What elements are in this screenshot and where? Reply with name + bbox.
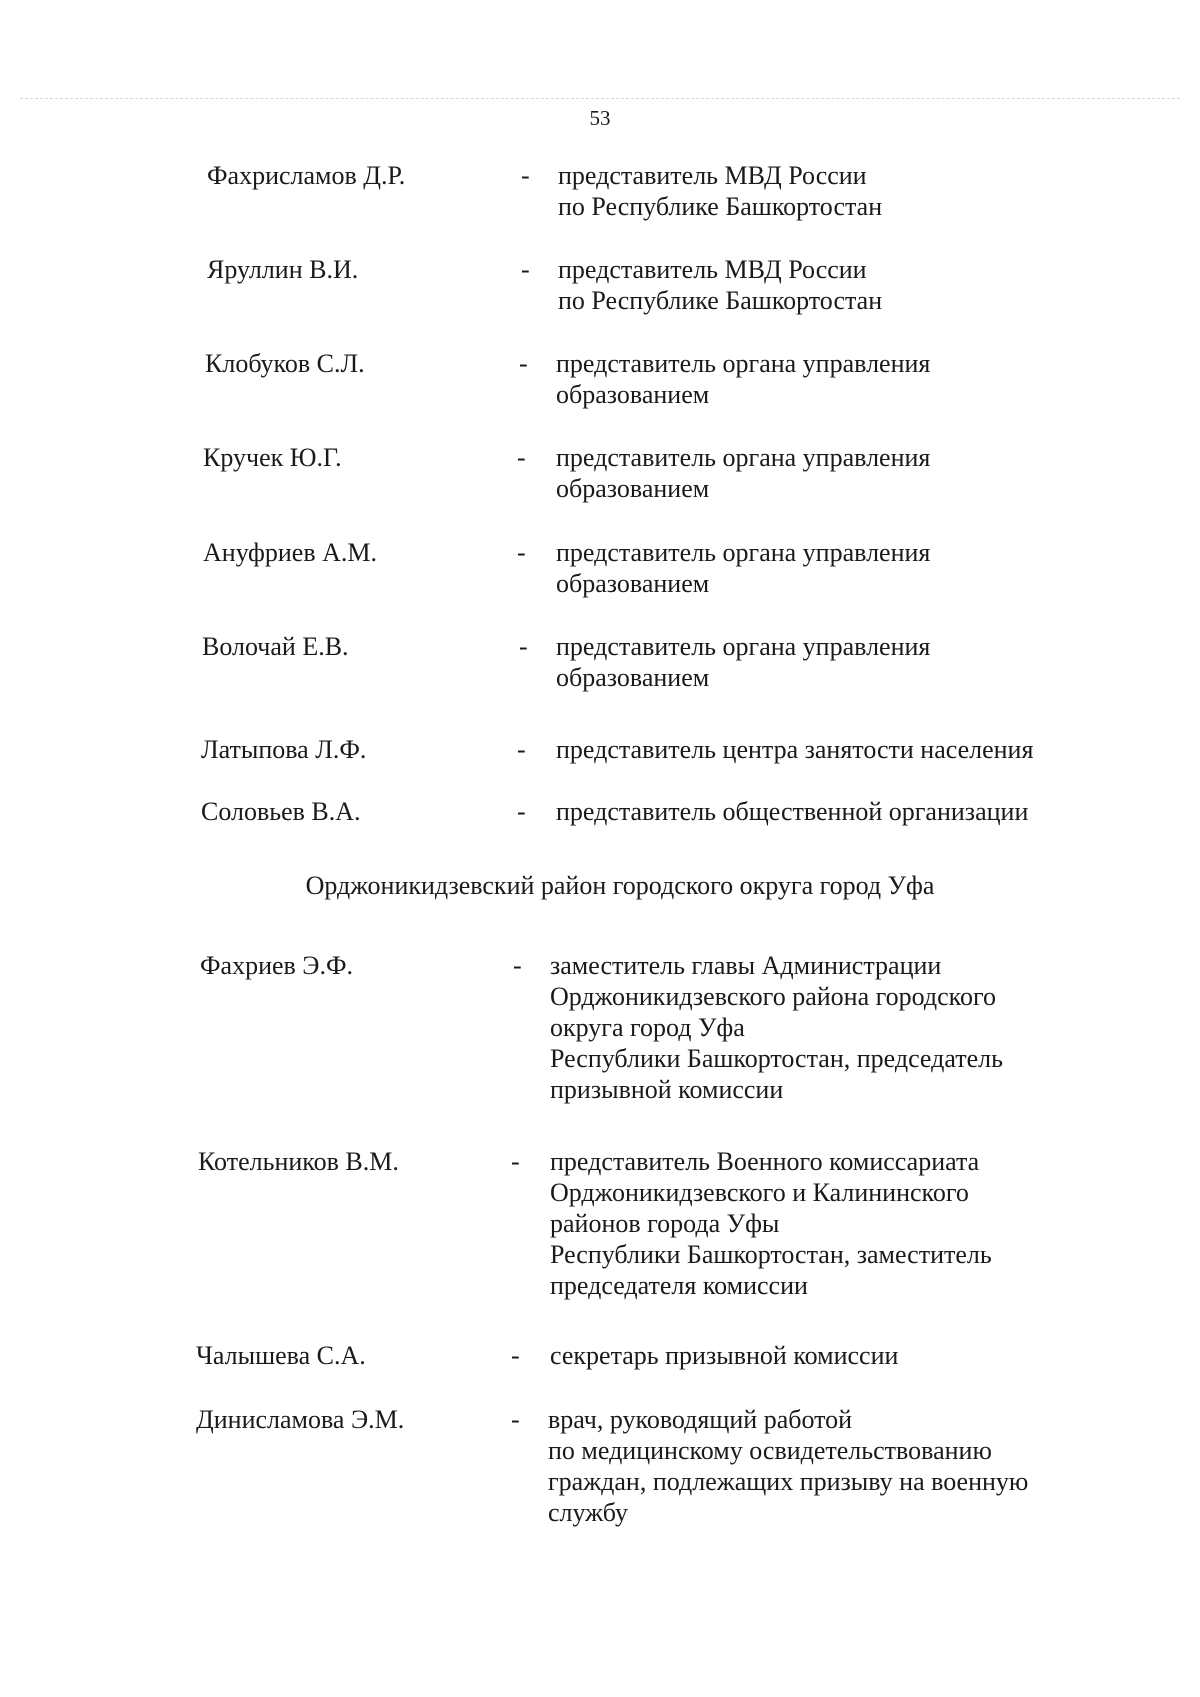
member-role	[550, 1146, 992, 1301]
member-role-line: по Республике Башкортостан	[558, 286, 883, 315]
member-name: Латыпова Л.Ф.	[201, 735, 367, 764]
member-role	[556, 348, 930, 410]
member-role-line: представитель центра занятости населения	[556, 735, 1034, 764]
member-role-line: по медицинскому освидетельствованию	[548, 1436, 992, 1465]
member-role-line: заместитель главы Администрации	[550, 951, 942, 980]
member-role-line: по Республике Башкортостан	[558, 192, 883, 221]
member-role-line: Республики Башкортостан, заместитель	[550, 1240, 992, 1269]
member-role	[558, 254, 882, 316]
member-role	[556, 537, 930, 599]
member-role-line: районов города Уфы	[550, 1209, 780, 1238]
member-role-line: врач, руководящий работой	[548, 1405, 853, 1434]
member-role-line: председателя комиссии	[550, 1271, 808, 1300]
member-role-line: образованием	[556, 474, 710, 503]
member-role-line: представитель органа управления	[556, 538, 931, 567]
member-role-line: представитель общественной организации	[556, 797, 1029, 826]
member-role	[556, 796, 1028, 827]
member-role-line: Республики Башкортостан, председатель	[550, 1044, 1003, 1073]
dash-separator: -	[517, 735, 526, 764]
member-name: Фахрисламов Д.Р.	[207, 161, 406, 190]
member-role-line: представитель МВД России	[558, 161, 867, 190]
member-role-line: округа город Уфа	[550, 1013, 745, 1042]
member-role	[548, 1404, 1028, 1528]
dash-separator: -	[517, 538, 526, 567]
dash-separator: -	[511, 1341, 520, 1370]
member-name: Ануфриев А.М.	[203, 538, 378, 567]
member-role	[550, 950, 1003, 1105]
member-role-line: представитель органа управления	[556, 632, 931, 661]
member-name: Фахриев Э.Ф.	[200, 951, 354, 980]
member-name: Клобуков С.Л.	[205, 349, 365, 378]
member-role-line: граждан, подлежащих призыву на военную	[548, 1467, 1029, 1496]
dash-separator: -	[519, 632, 528, 661]
member-role-line: Орджоникидзевского района городского	[550, 982, 996, 1011]
member-name: Соловьев В.А.	[201, 797, 361, 826]
dash-separator: -	[511, 1147, 520, 1176]
dash-separator: -	[517, 443, 526, 472]
member-role-line: секретарь призывной комиссии	[550, 1341, 899, 1370]
member-role	[556, 631, 930, 693]
scan-edge-line	[20, 98, 1180, 99]
member-role-line: Орджоникидзевского и Калининского	[550, 1178, 969, 1207]
member-name: Волочай Е.В.	[202, 632, 349, 661]
member-role-line: представитель органа управления	[556, 349, 931, 378]
member-name: Чалышева С.А.	[196, 1341, 366, 1370]
dash-separator: -	[517, 797, 526, 826]
member-role-line: службу	[548, 1498, 629, 1527]
member-role	[556, 734, 1033, 765]
dash-separator: -	[521, 255, 530, 284]
member-role	[558, 160, 882, 222]
dash-separator: -	[521, 161, 530, 190]
member-role-line: представитель Военного комиссариата	[550, 1147, 980, 1176]
dash-separator: -	[513, 951, 522, 980]
dash-separator: -	[519, 349, 528, 378]
member-role	[556, 442, 930, 504]
member-name: Кручек Ю.Г.	[203, 443, 342, 472]
member-role-line: образованием	[556, 380, 710, 409]
member-role-line: представитель МВД России	[558, 255, 867, 284]
member-role-line: образованием	[556, 569, 710, 598]
member-name: Динисламова Э.М.	[196, 1405, 405, 1434]
section-heading: Орджоникидзевский район городского округа город Уфа	[305, 871, 935, 900]
member-role-line: образованием	[556, 663, 710, 692]
dash-separator: -	[511, 1405, 520, 1434]
member-role-line: представитель органа управления	[556, 443, 931, 472]
member-role	[550, 1340, 898, 1371]
page-number: 53	[589, 106, 611, 130]
member-name: Яруллин В.И.	[207, 255, 359, 284]
member-name: Котельников В.М.	[198, 1147, 399, 1176]
member-role-line: призывной комиссии	[550, 1075, 784, 1104]
